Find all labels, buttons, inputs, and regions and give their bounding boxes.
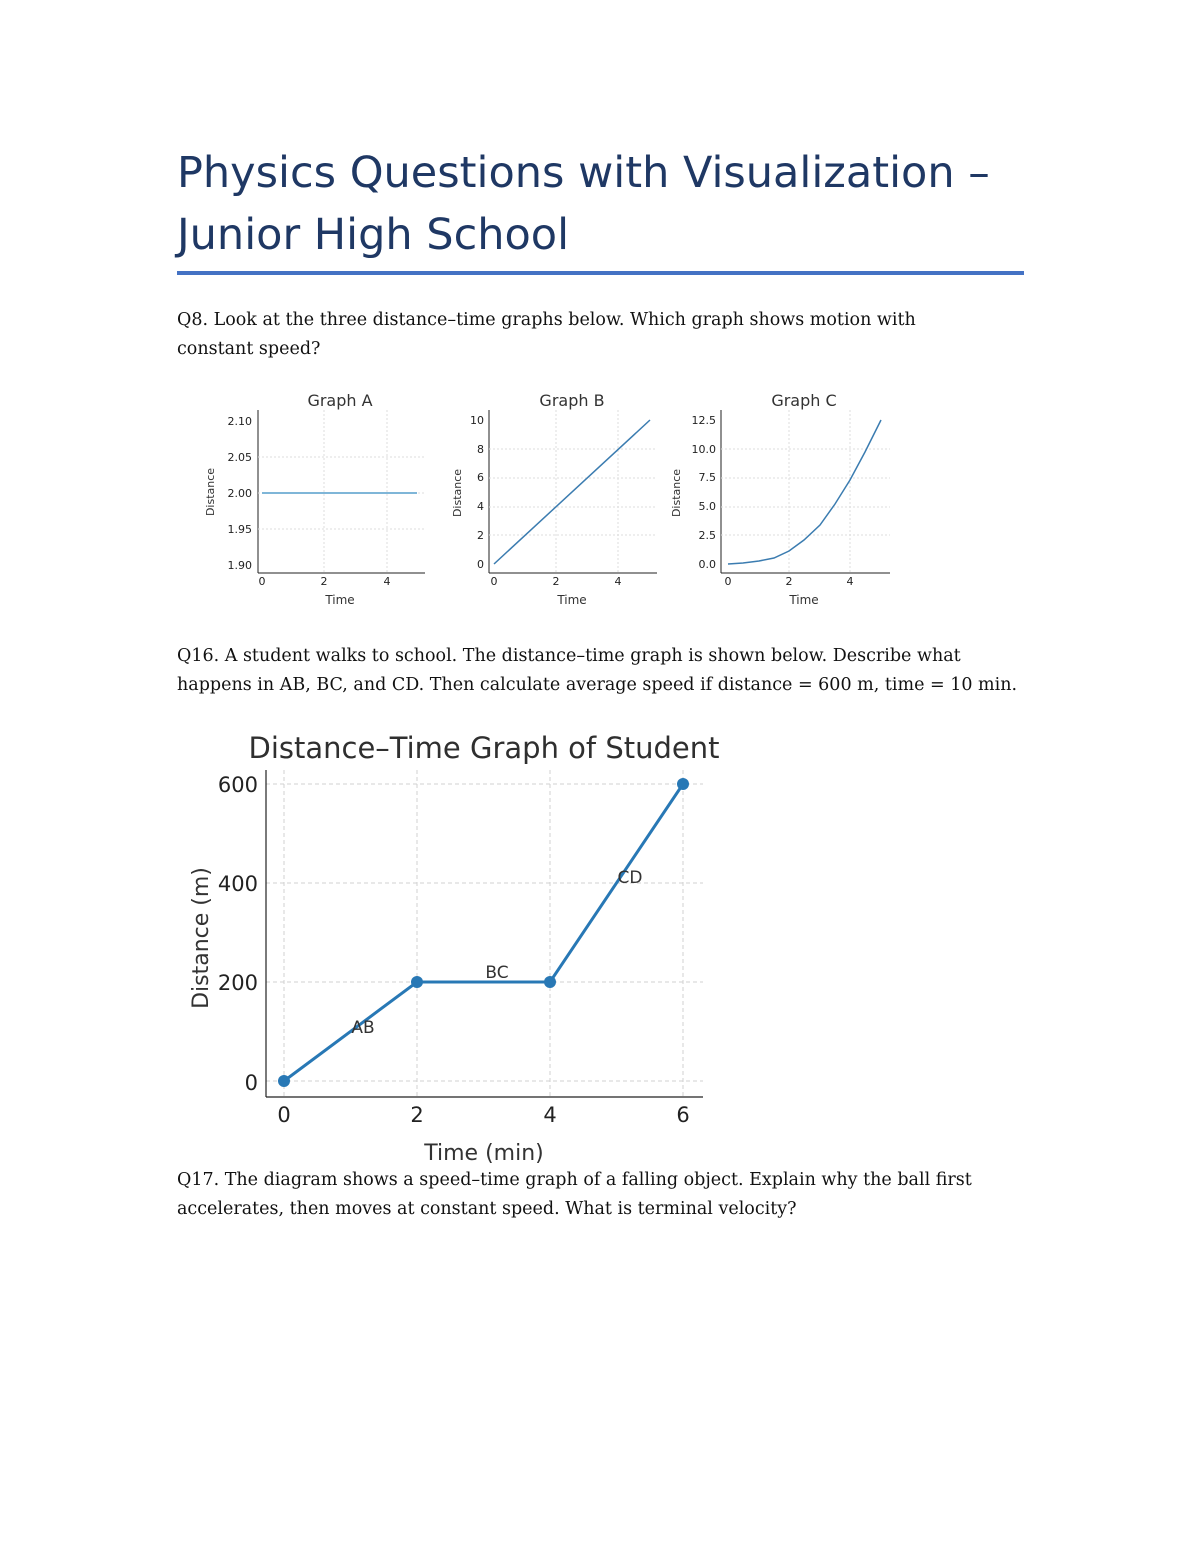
graph-c-xlabel: Time [789,593,819,607]
q17-line-2: accelerates, then moves at constant speed. What is terminal velocity? [177,1199,797,1219]
ytick-label: 12.5 [691,414,716,427]
ytick-label: 10 [470,414,484,427]
ytick-label: 2.05 [227,451,252,464]
xtick-label: 2 [785,575,793,588]
xtick-label: 2 [552,575,560,588]
xtick-label: 0 [277,1103,291,1127]
ytick-label: 0 [244,1071,258,1095]
graph-a-title: Graph A [307,391,373,410]
data-point [278,1075,290,1087]
question-q16 [177,642,1037,700]
ytick-label: 0.0 [698,558,716,571]
graph-b-line [494,420,650,564]
data-point [544,976,556,988]
title-divider [177,271,1024,275]
student-chart-xlabel: Time (min) [424,1141,544,1166]
graph-c-title: Graph C [771,391,837,410]
question-q8 [177,306,1037,364]
graph-b-ylabel: Distance [451,468,464,518]
student-chart-ylabel: Distance (m) [189,867,214,1009]
ytick-label: 6 [477,471,484,484]
ytick-label: 400 [217,872,258,896]
graph-c-chart [665,385,905,610]
segment-label-bc: BC [485,963,509,983]
graph-c-line [728,420,881,564]
xtick-label: 4 [614,575,622,588]
segment-label-cd: CD [617,868,643,888]
xtick-label: 2 [410,1103,424,1127]
ytick-label: 0 [477,558,484,571]
ytick-label: 1.90 [227,559,252,572]
ytick-label: 7.5 [698,471,716,484]
student-chart-title: Distance–Time Graph of Student [248,731,720,765]
ytick-label: 5.0 [698,500,716,513]
title-line-2: Junior High School [177,210,570,260]
xtick-label: 2 [320,575,328,588]
xtick-label: 4 [543,1103,557,1127]
ytick-label: 2.5 [698,529,716,542]
title-line-1: Physics Questions with Visualization – [177,148,990,198]
ytick-label: 1.95 [227,523,252,536]
q8-line-2: constant speed? [177,339,321,359]
ytick-label: 4 [477,500,484,513]
ytick-label: 2 [477,529,484,542]
ytick-label: 10.0 [691,443,716,456]
segment-label-ab: AB [351,1018,375,1038]
graph-b-chart [445,385,670,610]
graph-a-xlabel: Time [325,593,355,607]
ytick-label: 200 [217,971,258,995]
graph-b-title: Graph B [539,391,605,410]
xtick-label: 4 [846,575,854,588]
xtick-label: 0 [724,575,732,588]
q17-line-1: Q17. The diagram shows a speed–time graph of a falling object. Explain why the ball first [177,1170,972,1190]
xtick-label: 0 [490,575,498,588]
xtick-label: 6 [676,1103,690,1127]
graph-a-ylabel: Distance [204,467,217,517]
q16-line-1: Q16. A student walks to school. The distance–time graph is shown below. Describe what [177,646,961,666]
student-distance-time-chart [180,720,740,1166]
xtick-label: 0 [258,575,266,588]
student-distance-line [284,784,683,1081]
data-point [411,976,423,988]
graph-c-ylabel: Distance [670,468,683,518]
ytick-label: 600 [217,773,258,797]
ytick-label: 2.10 [227,415,252,428]
page-title [177,142,1037,266]
q16-line-2: happens in AB, BC, and CD. Then calculate average speed if distance = 600 m, time = 10 min. [177,675,1018,695]
xtick-label: 4 [383,575,391,588]
q8-line-1: Q8. Look at the three distance–time graphs below. Which graph shows motion with [177,310,916,330]
ytick-label: 8 [477,443,484,456]
graph-b-xlabel: Time [557,593,587,607]
question-q17 [177,1166,1037,1224]
graph-a-chart [195,385,440,610]
data-point [677,778,689,790]
ytick-label: 2.00 [227,487,252,500]
